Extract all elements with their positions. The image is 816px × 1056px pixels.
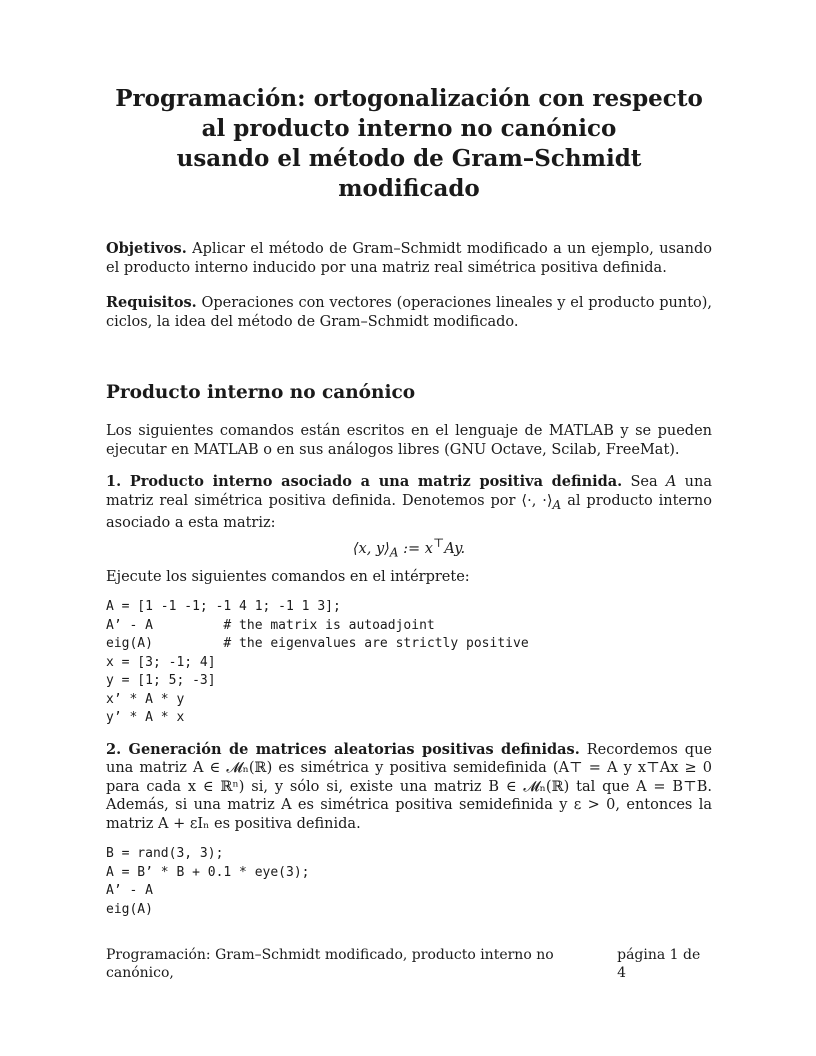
item2-text: Recordemos que una matriz A ∈ 𝓜ₙ(ℝ) es simétrica y positiva semidefinida (A⊤ = A y x⊤Ax ≥ 0 para cada x ∈ ℝⁿ) si, y sólo si, existe una matriz B ∈ 𝓜ₙ(ℝ) tal que A = B⊤B. Además, si una matriz A es simétrica positiva semidefinida y ε > 0, entonces la matriz A + εIₙ es positiva definida. [106,741,712,832]
objectives-label: Objetivos. [106,240,187,257]
requirements-text: Operaciones con vectores (operaciones lineales y el producto punto), ciclos, la idea del método de Gram–Schmidt modificado. [106,295,713,330]
run-prompt: Ejecute los siguientes comandos en el intérprete: [106,568,470,585]
item1-label: 1. Producto interno asociado a una matriz positiva definida. [106,473,623,490]
section-heading: Producto interno no canónico [106,382,416,403]
code-block-1: A = [1 -1 -1; -1 4 1; -1 1 3]; A’ - A # the matrix is autoadjoint eig(A) # the eigenvalues are strictly positive x = [3; -1; 4] y = [1; 5; -3] x’ * A * y y’ * A * x [106,599,529,726]
document-title-line-2: al producto interno no canónico [201,115,617,142]
section-intro: Los siguientes comandos están escritos en el lenguaje de MATLAB y se pueden ejecutar en MATLAB o en sus análogos libres (GNU Octave, Scilab, FreeMat). [106,423,712,458]
code-block-2: B = rand(3, 3); A = B’ * B + 0.1 * eye(3); A’ - A eig(A) [106,846,310,917]
document-page [106,84,712,919]
item1-text-b: una matriz real simétrica positiva definida. Denotemos por [106,474,712,509]
document-title-line-1: Programación: ortogonalización con respecto [115,85,703,112]
inner-product-formula: ⟨x, $y⟩_A$ := x⊤Ay. [352,536,466,561]
footer-left-text: Programación: Gram–Schmidt modificado, producto interno no canónico, [106,947,554,981]
item1-text-a: Sea [630,474,658,490]
requirements-label: Requisitos. [106,294,197,311]
page-footer [106,946,712,982]
item2-label: 2. Generación de matrices aleatorias positivas definidas. [106,740,580,758]
item1-ip-symbol: ⟨·, $\cdot⟩_A$ [521,492,562,512]
item1-var-a: A [665,474,677,490]
item1-paragraph [106,473,712,532]
objectives-paragraph [106,240,712,277]
requirements-paragraph [106,294,712,331]
footer-page-number: página 1 de 4 [617,947,701,981]
item1-text-c: al producto interno asociado a esta matriz: [106,492,713,531]
objectives-text: Aplicar el método de Gram–Schmidt modificado a un ejemplo, usando el producto interno inducido por una matriz real simétrica positiva definida. [106,241,712,276]
document-title-line-3: usando el método de Gram–Schmidt modificado [176,145,642,202]
item2-paragraph [106,741,712,834]
